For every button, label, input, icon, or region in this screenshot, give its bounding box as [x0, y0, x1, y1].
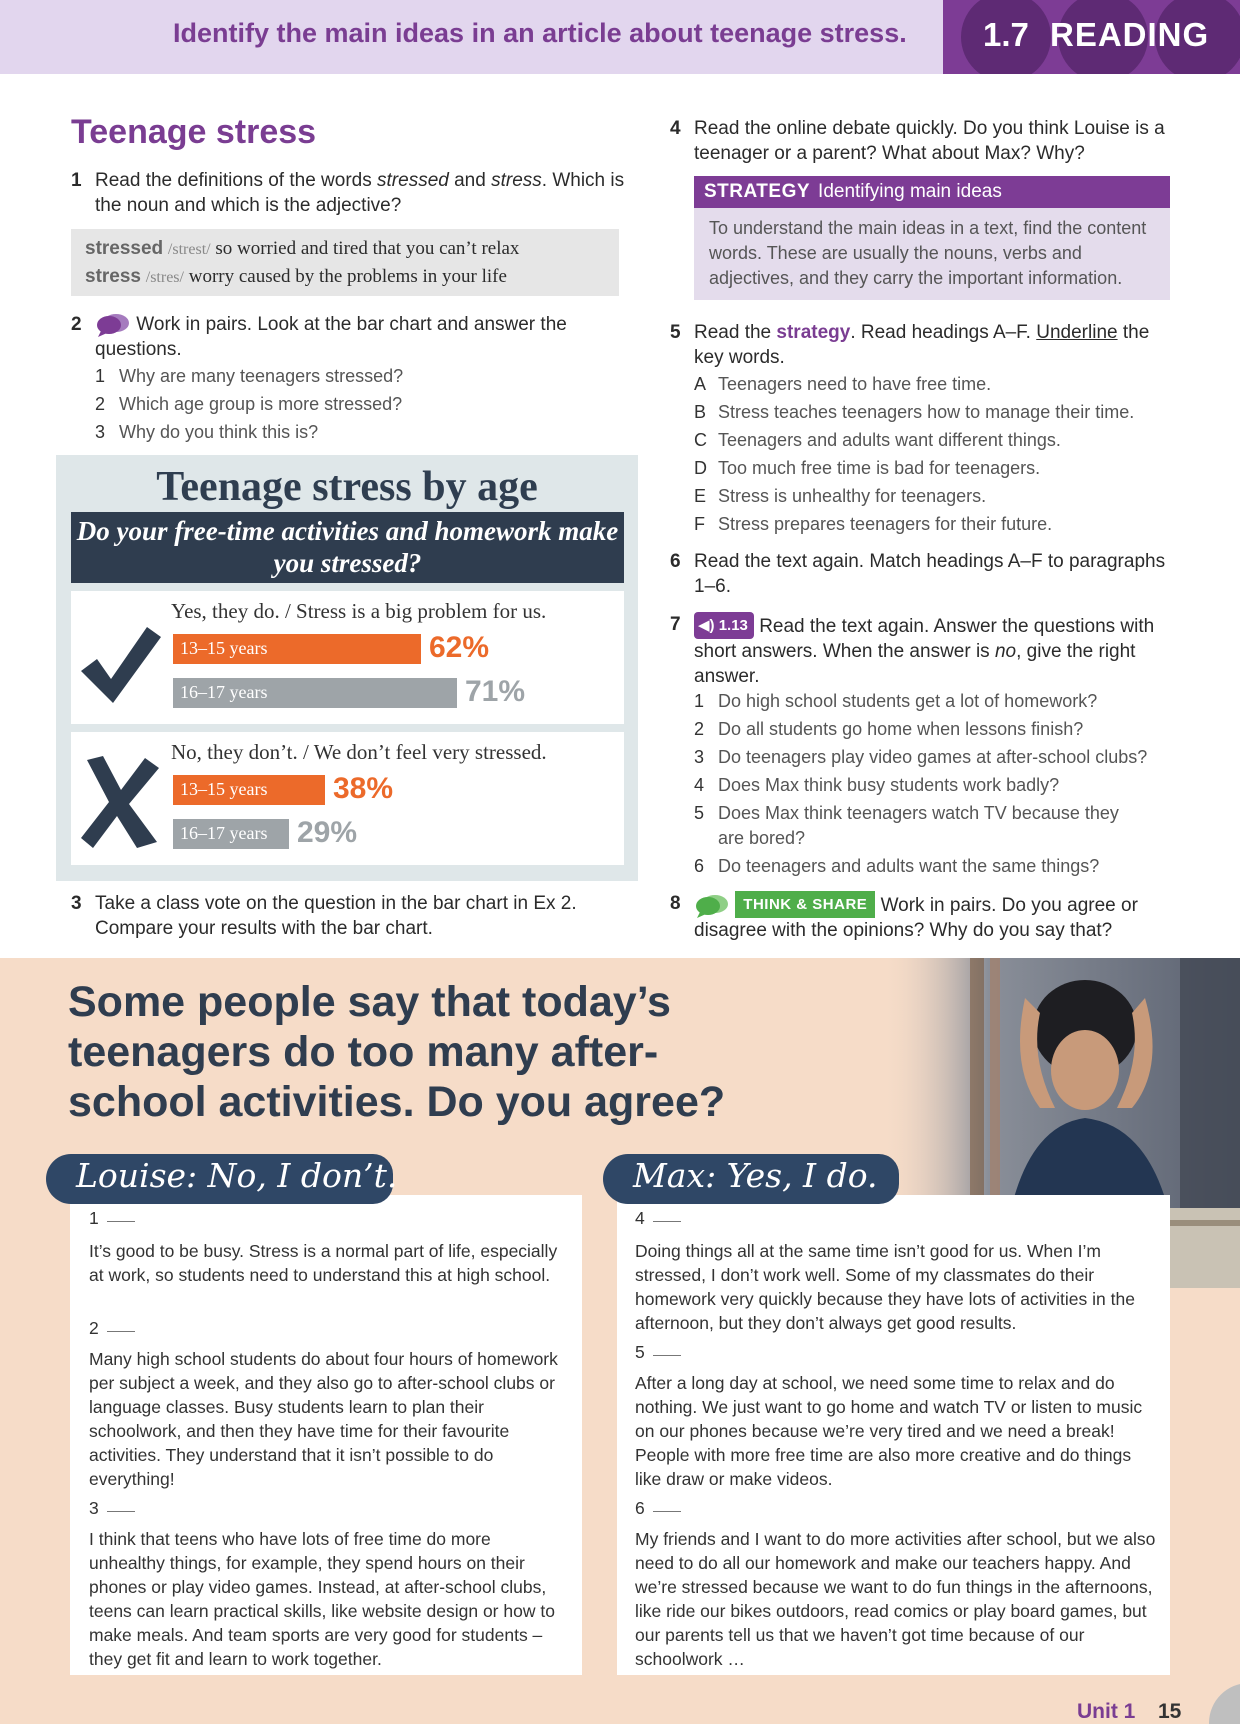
- item-text: Which age group is more stressed?: [119, 394, 403, 414]
- paragraph-number: [89, 1498, 135, 1519]
- item-text: Does Max think teenagers watch TV because they are bored?: [718, 803, 1119, 848]
- paragraph-number-value: 4: [635, 1208, 645, 1228]
- exercise-2: [71, 312, 631, 362]
- paragraph-text: After a long day at school, we need some time to relax and do nothing. We just want to go home and watch TV or listen to music on our phones because we’re very tired and we need a break! People with more free time are also more creative and do things like draw or make videos.: [635, 1373, 1143, 1489]
- lesson-type: READING: [1050, 16, 1210, 53]
- exercise-number: 8: [670, 893, 681, 914]
- list-item: [95, 392, 402, 417]
- ex5-underline-word: Underline: [1036, 322, 1118, 343]
- item-letter: F: [694, 514, 705, 534]
- footer-unit: Unit 1: [1077, 1700, 1136, 1723]
- def-text: so worried and tired that you can’t relax: [215, 238, 520, 259]
- item-text: Teenagers need to have free time.: [718, 374, 992, 394]
- exercise-number: 4: [670, 118, 681, 139]
- item-letter: E: [694, 486, 707, 506]
- item-text: Why are many teenagers stressed?: [119, 366, 404, 386]
- exercise-number: 5: [670, 322, 681, 343]
- definition-row: [85, 263, 605, 291]
- think-share-tag: THINK & SHARE: [735, 891, 875, 918]
- exercise-number: 1: [71, 170, 82, 191]
- list-item: [95, 420, 318, 445]
- max-label: Max: Yes, I do.: [603, 1154, 899, 1204]
- def-word: stressed: [85, 238, 164, 259]
- item-text: Do teenagers and adults want the same things?: [718, 856, 1100, 876]
- paragraph-text: It’s good to be busy. Stress is a normal part of life, especially at work, so students need to understand this at high school.: [89, 1241, 558, 1285]
- def-text: worry caused by the problems in your life: [188, 266, 507, 287]
- ex3-text: Take a class vote on the question in the bar chart in Ex 2. Compare your results with the bar chart.: [95, 893, 577, 939]
- item-letter: C: [694, 430, 707, 450]
- ex4-text: Read the online debate quickly. Do you think Louise is a teenager or a parent? What about Max? Why?: [694, 118, 1165, 164]
- audio-track-button[interactable]: [694, 612, 754, 639]
- bar-value-label: 62%: [429, 631, 490, 664]
- exercise-1: [71, 168, 631, 218]
- ex1-text-and: and: [448, 170, 492, 191]
- exercise-4: [670, 116, 1170, 166]
- item-text: Teenagers and adults want different things.: [718, 430, 1061, 450]
- paragraph-number-value: 2: [89, 1318, 99, 1338]
- exercise-number: 2: [71, 314, 82, 335]
- paragraph-number: [89, 1208, 135, 1229]
- heading-item: [694, 512, 1052, 537]
- heading-item: [694, 428, 1061, 453]
- chart-bar: [173, 634, 421, 664]
- page-number: 15: [1158, 1700, 1182, 1723]
- bar-chart: [56, 455, 638, 881]
- chart-bar: [173, 819, 289, 849]
- speaker-icon: ◀): [698, 617, 715, 634]
- item-number: 3: [694, 747, 705, 767]
- item-number: 3: [95, 422, 106, 442]
- ex5-text-end: the key words.: [694, 322, 1150, 368]
- audio-track-number: 1.13: [718, 617, 748, 634]
- group-heading: Yes, they do. / Stress is a big problem for us.: [171, 599, 547, 623]
- ex5-text-mid: . Read headings A–F.: [850, 322, 1037, 343]
- paragraph-number-value: 3: [89, 1498, 99, 1518]
- heading-item: [694, 372, 991, 397]
- exercise-3: [71, 891, 631, 941]
- paragraph-text: Many high school students do about four hours of homework per subject a week, and they also go to after-school clubs or language classes. Busy students learn to plan their schoolwork, and then they have time for their favourite activities. They understand that it isn’t possible to do everything!: [89, 1349, 558, 1489]
- page-header: [0, 0, 1240, 74]
- item-number: 2: [95, 394, 106, 414]
- list-item: [694, 801, 1144, 851]
- chart-bar: [173, 678, 457, 708]
- paragraph-text: My friends and I want to do more activities after school, but we also need to do all our homework and make our teachers happy. And we’re stressed because we want to do fun things in the afternoons, like ride our bikes outdoors, read comics or play board games, but our parents tell us that we haven’t got time because of our schoolwork …: [635, 1529, 1156, 1669]
- exercise-number: 3: [71, 893, 82, 914]
- bar-value-label: 71%: [465, 675, 526, 708]
- chart-title: Teenage stress by age: [156, 464, 538, 510]
- ex1-text: Read the definitions of the words: [95, 170, 378, 191]
- list-item: [694, 854, 1099, 879]
- bar-label: 16–17 years: [180, 823, 268, 843]
- ex7-text-end: , give the right answer.: [694, 641, 1136, 687]
- bar-label: 16–17 years: [180, 682, 268, 702]
- item-letter: B: [694, 402, 707, 422]
- item-number: 1: [694, 691, 705, 711]
- exercise-7: [670, 612, 1170, 689]
- bar-label: 13–15 years: [180, 779, 268, 799]
- ex2-text: Work in pairs. Look at the bar chart and answer the questions.: [95, 314, 567, 360]
- ex6-text: Read the text again. Match headings A–F to paragraphs 1–6.: [694, 551, 1166, 597]
- exercise-number: 6: [670, 551, 681, 572]
- list-item: [694, 745, 1147, 770]
- def-phonetic: /stres/: [145, 269, 184, 286]
- chart-panel-no: [71, 732, 624, 865]
- bar-value-label: 38%: [333, 772, 394, 805]
- ex1-word-stress: stress: [491, 170, 542, 191]
- exercise-8: [670, 891, 1170, 943]
- answer-blank: [107, 1221, 135, 1222]
- strategy-link[interactable]: strategy: [776, 322, 851, 343]
- paragraph-number-value: 5: [635, 1342, 645, 1362]
- paragraph-number-value: 6: [635, 1498, 645, 1518]
- paragraph-number-value: 1: [89, 1208, 99, 1228]
- ex8-text: Work in pairs. Do you agree or disagree with the opinions? Why do you say that?: [694, 895, 1138, 941]
- chart-panel-yes: [71, 591, 624, 724]
- check-icon: [77, 621, 163, 707]
- definition-row: [85, 235, 605, 263]
- answer-blank: [653, 1355, 681, 1356]
- lesson-badge: [943, 0, 1240, 74]
- answer-blank: [107, 1331, 135, 1332]
- bar-label: 13–15 years: [180, 638, 268, 658]
- strategy-title: Identifying main ideas: [818, 181, 1002, 202]
- ex1-word-stressed: stressed: [377, 170, 449, 191]
- strategy-heading: [694, 176, 1170, 208]
- paragraph-number: [89, 1318, 135, 1339]
- pair-work-icon: [694, 894, 730, 918]
- item-number: 4: [694, 775, 705, 795]
- strategy-box: [694, 176, 1170, 300]
- pair-work-icon: [95, 313, 131, 337]
- chart-bar: [173, 775, 325, 805]
- paragraph-number: [635, 1208, 681, 1229]
- heading-item: [694, 456, 1040, 481]
- def-phonetic: /strest/: [167, 241, 211, 258]
- lesson-number: 1.7: [983, 16, 1029, 53]
- ex5-text: Read the: [694, 322, 777, 343]
- strategy-label: STRATEGY: [704, 181, 811, 202]
- heading-item: [694, 484, 986, 509]
- item-number: 2: [694, 719, 705, 739]
- heading-item: [694, 400, 1134, 425]
- list-item: [95, 364, 403, 389]
- ex1-text-end: . Which is the noun and which is the adjective?: [95, 170, 625, 216]
- answer-blank: [653, 1221, 681, 1222]
- cross-icon: [77, 754, 163, 850]
- exercise-number: 7: [670, 614, 681, 635]
- exercise-5: [670, 320, 1170, 370]
- list-item: [694, 717, 1083, 742]
- chart-question: Do your free-time activities and homework make you stressed?: [71, 512, 624, 583]
- paragraph-text: I think that teens who have lots of free time do more unhealthy things, for example, they spend hours on their phones or play video games. Instead, at after-school clubs, teens can learn practical skills, like website design or how to make meals. And team sports are very good for students – they get fit and learn to work together.: [89, 1529, 555, 1669]
- exercise-6: [670, 549, 1170, 599]
- paragraph-number: [635, 1498, 681, 1519]
- item-text: Too much free time is bad for teenagers.: [718, 458, 1041, 478]
- group-heading: No, they don’t. / We don’t feel very stressed.: [171, 740, 547, 764]
- list-item: [694, 689, 1097, 714]
- def-word: stress: [85, 266, 141, 287]
- bar-value-label: 29%: [297, 816, 358, 849]
- item-text: Does Max think busy students work badly?: [718, 775, 1060, 795]
- debate-question: Some people say that today’s teenagers do too many after-school activities. Do you agree?: [68, 978, 726, 1126]
- answer-blank: [653, 1511, 681, 1512]
- item-text: Do teenagers play video games at after-school clubs?: [718, 747, 1148, 767]
- lesson-objective: Identify the main ideas in an article about teenage stress.: [173, 18, 907, 48]
- ex7-no-word: no: [994, 641, 1017, 662]
- definitions-box: [71, 229, 619, 296]
- item-text: Stress teaches teenagers how to manage their time.: [718, 402, 1135, 422]
- paragraph-text: Doing things all at the same time isn’t good for us. When I’m stressed, I don’t work well. Some of my classmates do their homework very quickly because they have lots of activities in the afternoon, but they don’t always get good results.: [635, 1241, 1135, 1333]
- section-title: Teenage stress: [71, 113, 317, 151]
- ex7-text: Read the text again. Answer the questions with short answers. When the answer is: [694, 616, 1155, 662]
- item-text: Stress prepares teenagers for their future.: [718, 514, 1053, 534]
- item-text: Why do you think this is?: [119, 422, 319, 442]
- item-text: Do high school students get a lot of homework?: [718, 691, 1098, 711]
- item-text: Stress is unhealthy for teenagers.: [718, 486, 987, 506]
- paragraph-number: [635, 1342, 681, 1363]
- strategy-text: To understand the main ideas in a text, find the content words. These are usually the nouns, verbs and adjectives, and they carry the important information.: [709, 218, 1147, 288]
- item-number: 1: [95, 366, 106, 386]
- item-text: Do all students go home when lessons finish?: [718, 719, 1084, 739]
- item-number: 6: [694, 856, 705, 876]
- item-number: 5: [694, 803, 705, 823]
- item-letter: A: [694, 374, 707, 394]
- list-item: [694, 773, 1059, 798]
- louise-label: Louise: No, I don’t.: [46, 1154, 393, 1204]
- answer-blank: [107, 1511, 135, 1512]
- item-letter: D: [694, 458, 707, 478]
